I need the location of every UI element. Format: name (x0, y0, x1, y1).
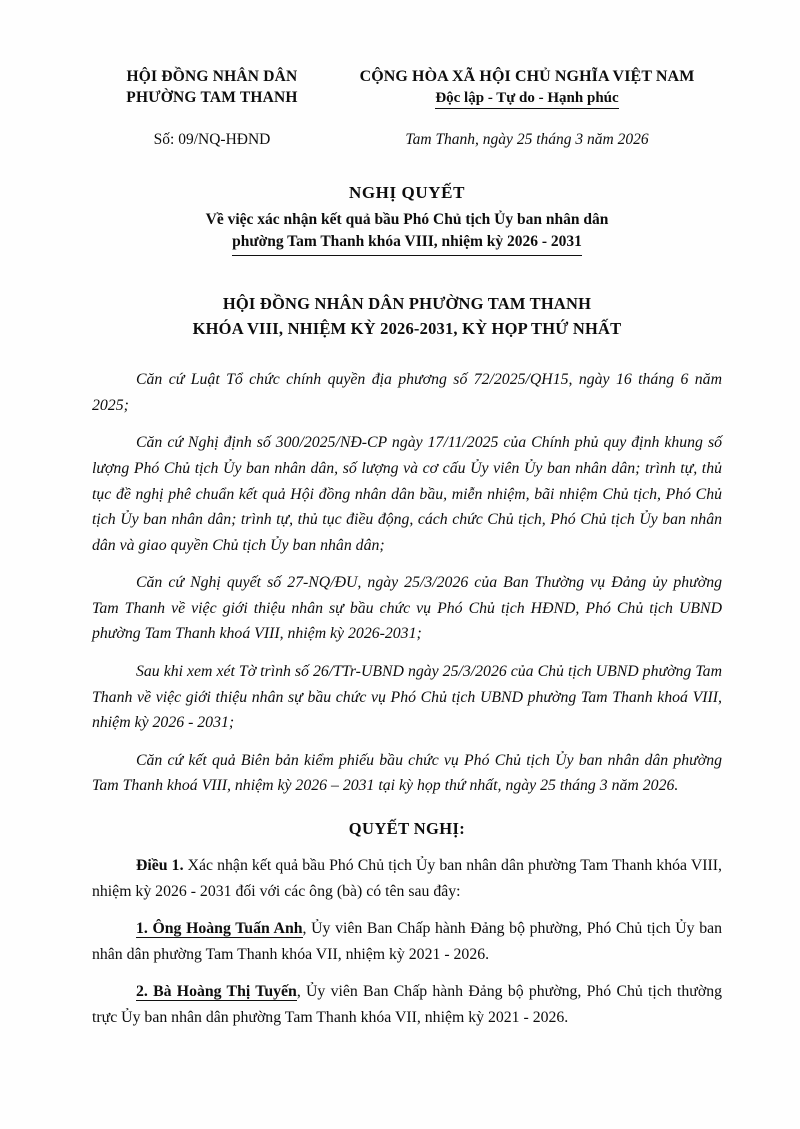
council-heading-line-2: KHÓA VIII, NHIỆM KỲ 2026-2031, KỲ HỌP THỨ NHẤT (192, 318, 622, 338)
country-name: CỘNG HÒA XÃ HỘI CHỦ NGHĨA VIỆT NAM (359, 68, 695, 85)
council-heading-line-1: HỘI ĐỒNG NHÂN DÂN PHƯỜNG TAM THANH (222, 293, 592, 313)
national-heading (332, 66, 722, 109)
legal-basis-clause-4: Sau khi xem xét Tờ trình số 26/TTr-UBND ngày 25/3/2026 của Chủ tịch UBND phường Tam Thanh về việc giới thiệu nhân sự bầu chức vụ Phó Chủ tịch UBND phường Tam Thanh khoá VIII, nhiệm kỳ 2026 - 2031; (92, 663, 722, 732)
resolution-heading: QUYẾT NGHỊ: (348, 818, 466, 838)
article-1-text: Xác nhận kết quả bầu Phó Chủ tịch Ủy ban nhân dân phường Tam Thanh khóa VIII, nhiệm kỳ 2026 - 2031 đối với các ông (bà) có tên sau đây: (92, 856, 722, 900)
legal-basis-clause-1: Căn cứ Luật Tổ chức chính quyền địa phương số 72/2025/QH15, ngày 16 tháng 6 năm 2025; (92, 371, 722, 414)
appointee-item-2 (92, 979, 722, 1030)
legal-basis-clause-2: Căn cứ Nghị định số 300/2025/NĐ-CP ngày 17/11/2025 của Chính phủ quy định khung số lượng Phó Chủ tịch Ủy ban nhân dân, số lượng và cơ cấu Ủy viên Ủy ban nhân dân; trình tự, thủ tục đề nghị phê chuẩn kết quả Hội đồng nhân dân bầu, miễn nhiệm, bãi nhiệm Chủ tịch, Phó Chủ tịch Ủy ban nhân dân; trình tự, thủ tục điều động, cách chức Chủ tịch, Phó Chủ tịch Ủy ban nhân dân và giao quyền Chủ tịch Ủy ban nhân dân; (92, 434, 722, 554)
document-body (92, 367, 722, 1030)
legal-basis-clause-5: Căn cứ kết quả Biên bản kiểm phiếu bầu chức vụ Phó Chủ tịch Ủy ban nhân dân phường Tam Thanh khoá VIII, nhiệm kỳ 2026 – 2031 tại kỳ họp thứ nhất, ngày 25 tháng 3 năm 2026. (92, 751, 722, 795)
document-subheader (92, 131, 722, 149)
legal-basis-clause-3: Căn cứ Nghị quyết số 27-NQ/ĐU, ngày 25/3/2026 của Ban Thường vụ Đảng ủy phường Tam Thanh về việc giới thiệu nhân sự bầu chức vụ Phó Chủ tịch HĐND, Phó Chủ tịch UBND phường Tam Thanh khoá VIII, nhiệm kỳ 2026-2031; (92, 574, 722, 643)
document-number: Số: 09/NQ-HĐND (153, 130, 271, 148)
appointee-2-detail: , Ủy viên Ban Chấp hành Đảng bộ phường, Phó Chủ tịch thường trực Ủy ban nhân dân phường Tam Thanh khóa VII, nhiệm kỳ 2021 - 2026. (92, 983, 722, 1026)
article-1-label: Điều 1. (136, 856, 184, 874)
appointee-1-detail: , Ủy viên Ban Chấp hành Đảng bộ phường, Phó Chủ tịch Ủy ban nhân dân phường Tam Thanh khóa VII, nhiệm kỳ 2021 - 2026. (92, 920, 722, 963)
appointee-2-name: 2. Bà Hoàng Thị Tuyến (136, 983, 297, 1001)
national-motto: Độc lập - Tự do - Hạnh phúc (435, 90, 618, 109)
appointee-1-name: 1. Ông Hoàng Tuấn Anh (136, 920, 303, 938)
organization-line-2: PHƯỜNG TAM THANH (126, 88, 298, 106)
issuing-organization (92, 66, 332, 109)
document-subject-line-1: Về việc xác nhận kết quả bầu Phó Chủ tịch Ủy ban nhân dân (205, 210, 609, 228)
place-and-date: Tam Thanh, ngày 25 tháng 3 năm 2026 (405, 130, 649, 148)
document-title-block (92, 183, 722, 256)
document-subject-line-2: phường Tam Thanh khóa VIII, nhiệm kỳ 2026 - 2031 (232, 231, 582, 255)
organization-line-1: HỘI ĐỒNG NHÂN DÂN (126, 68, 298, 85)
article-1 (92, 853, 722, 904)
council-heading (92, 292, 722, 342)
document-type: NGHỊ QUYẾT (348, 182, 466, 202)
appointee-item-1 (92, 916, 722, 967)
document-header (92, 66, 722, 109)
document-subject (92, 209, 722, 256)
